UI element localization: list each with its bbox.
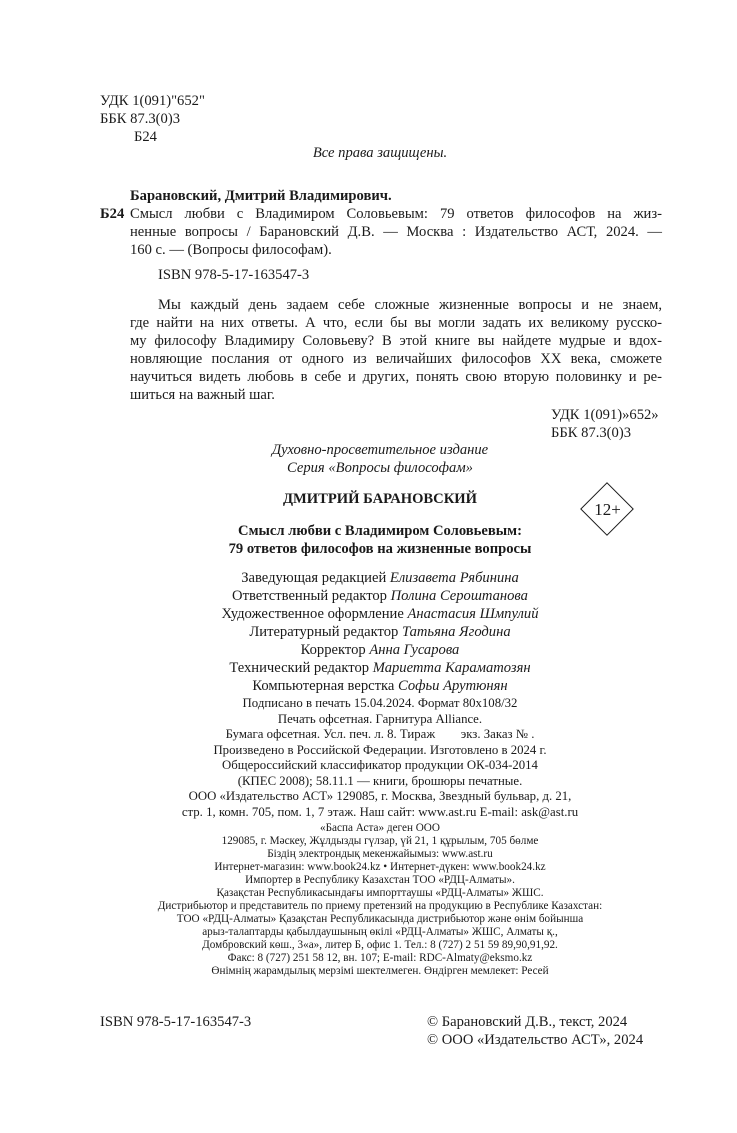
- credit-role: Художественное оформление: [221, 606, 404, 622]
- credit-line: [130, 677, 630, 695]
- credit-role: Ответственный редактор: [232, 588, 387, 604]
- kz-line: Импортер в Республику Казахстан ТОО «РДЦ-Алматы».: [245, 874, 515, 886]
- credit-line: [130, 623, 630, 641]
- kz-line: арыз-талаптарды қабылдаушының өкілі «РДЦ-Алматы» ЖШС, Алматы қ.,: [202, 926, 558, 938]
- imprint-line: Подписано в печать 15.04.2024. Формат 80x108/32: [242, 696, 518, 710]
- udk-right: УДК 1(091)»652»: [551, 407, 659, 423]
- author-mark: Б24: [134, 129, 157, 145]
- credit-line: [130, 659, 630, 677]
- credit-name: Полина Сероштанова: [390, 588, 528, 604]
- credit-line: [130, 587, 630, 605]
- imprint-line: Общероссийский классификатор продукции ОК-034-2014: [222, 758, 538, 772]
- kz-line: 129085, г. Мәскеу, Жұлдызды гүлзар, үй 21, 1 құрылым, 705 бөлме: [221, 835, 539, 847]
- copyright-line: © Барановский Д.В., текст, 2024: [427, 1014, 628, 1030]
- annotation-line: Мы каждый день задаем себе сложные жизненные вопросы и не знаем,: [158, 297, 662, 313]
- catalog-isbn: ISBN 978-5-17-163547-3: [158, 267, 310, 283]
- age-rating-text: 12+: [594, 500, 621, 519]
- annotation-line: где найти на них ответы. А что, если бы вы могли задать их великому русско-: [130, 315, 662, 331]
- rights-notice: Все права защищены.: [312, 145, 448, 161]
- catalog-desc-line: Смысл любви с Владимиром Соловьевым: 79 ответов философов на жиз-: [130, 206, 662, 222]
- imprint-line: (КПЕС 2008); 58.11.1 — книги, брошюры печатные.: [237, 773, 523, 788]
- credit-line: [130, 569, 630, 587]
- footer-isbn: ISBN 978-5-17-163547-3: [100, 1014, 252, 1030]
- classification-block: [100, 92, 205, 146]
- edition-info: [130, 441, 630, 477]
- kz-line: Біздің электрондық мекенжайымыз: www.ast.ru: [267, 848, 493, 860]
- book-title-line: Смысл любви с Владимиром Соловьевым:: [238, 523, 522, 539]
- kz-line: Дистрибьютор и представитель по приему претензий на продукцию в Республике Казахстан:: [157, 900, 603, 912]
- annotation: [130, 296, 662, 404]
- credit-name: Анастасия Шмпулий: [407, 606, 539, 622]
- credits-list: [130, 569, 630, 695]
- credit-role: Литературный редактор: [249, 624, 399, 640]
- credit-line: [130, 605, 630, 623]
- credit-name: Елизавета Рябинина: [389, 570, 519, 586]
- udk-code: УДК 1(091)"652": [100, 93, 205, 109]
- catalog-description: [130, 205, 662, 259]
- credit-role: Заведующая редакцией: [241, 570, 387, 586]
- imprint-line: ООО «Издательство АСТ» 129085, г. Москва, Звездный бульвар, д. 21,: [188, 789, 572, 803]
- imprint-line: Произведено в Российской Федерации. Изготовлено в 2024 г.: [213, 742, 547, 757]
- copyright-line: © ООО «Издательство АСТ», 2024: [427, 1032, 644, 1048]
- kz-line: «Баспа Аста» деген ООО: [320, 822, 440, 834]
- credit-name: Софьи Арутюнян: [398, 678, 508, 694]
- catalog-desc-line: 160 с. — (Вопросы философам).: [130, 242, 332, 258]
- annotation-line: шиться на важный шаг.: [130, 387, 275, 403]
- kazakhstan-info-block: [100, 822, 660, 978]
- imprint-line: стр. 1, комн. 705, пом. 1, 7 этаж. Наш сайт: www.ast.ru E-mail: ask@ast.ru: [181, 804, 579, 819]
- credit-name: Анна Гусарова: [369, 642, 460, 658]
- annotation-line: новляющие послания от одного из величайших философов XX века, сможете: [130, 351, 662, 367]
- credit-name: Мариетта Караматозян: [372, 660, 531, 676]
- book-title: [130, 522, 630, 558]
- book-title-line: 79 ответов философов на жизненные вопросы: [228, 541, 532, 557]
- author-caps: ДМИТРИЙ БАРАНОВСКИЙ: [282, 491, 477, 507]
- kz-line: Өнімнің жарамдылық мерзімі шектелмеген. Өндірген мемлекет: Ресей: [211, 965, 549, 977]
- kz-line: Интернет-магазин: www.book24.kz • Интернет-дүкен: www.book24.kz: [214, 861, 546, 873]
- kz-line: Домбровский көш., 3«а», литер Б, офис 1. Тел.: 8 (727) 2 51 59 89,90,91,92.: [202, 939, 558, 951]
- copyright-block: [427, 1013, 643, 1049]
- author-heading: Барановский, Дмитрий Владимирович.: [130, 188, 392, 204]
- credit-name: Татьяна Ягодина: [402, 624, 511, 640]
- bbk-code: ББК 87.3(0)3: [100, 111, 180, 127]
- catalog-mark: Б24: [100, 206, 125, 222]
- credit-role: Компьютерная верстка: [252, 678, 395, 694]
- kz-line: Қазақстан Республикасындағы импорттаушы «РДЦ-Алматы» ЖШС.: [216, 887, 544, 899]
- credit-role: Технический редактор: [229, 660, 370, 676]
- kz-line: Факс: 8 (727) 251 58 12, вн. 107; E-mail: RDC-Almaty@eksmo.kz: [227, 952, 533, 964]
- edition-series: Серия «Вопросы философам»: [287, 460, 473, 476]
- catalog-desc-line: ненные вопросы / Барановский Д.В. — Москва : Издательство АСТ, 2024. —: [130, 224, 662, 240]
- kz-line: ТОО «РДЦ-Алматы» Қазақстан Республикасында дистрибьютор және өнім бойынша: [176, 913, 584, 925]
- imprint-line: Бумага офсетная. Усл. печ. л. 8. Тираж экз. Заказ № .: [225, 727, 535, 741]
- imprint-block: [130, 696, 630, 820]
- credit-role: Корректор: [300, 642, 366, 658]
- annotation-line: научиться видеть любовь в себе и других, понять свою вторую половинку и ре-: [130, 369, 662, 385]
- imprint-line: Печать офсетная. Гарнитура Alliance.: [277, 711, 483, 726]
- edition-type: Духовно-просветительное издание: [271, 442, 489, 458]
- credit-line: [130, 641, 630, 659]
- annotation-line: му философу Владимиру Соловьеву? В этой книге вы найдете мудрые и вдох-: [130, 333, 662, 349]
- bbk-right: ББК 87.3(0)3: [551, 425, 631, 441]
- right-codes: [551, 406, 659, 442]
